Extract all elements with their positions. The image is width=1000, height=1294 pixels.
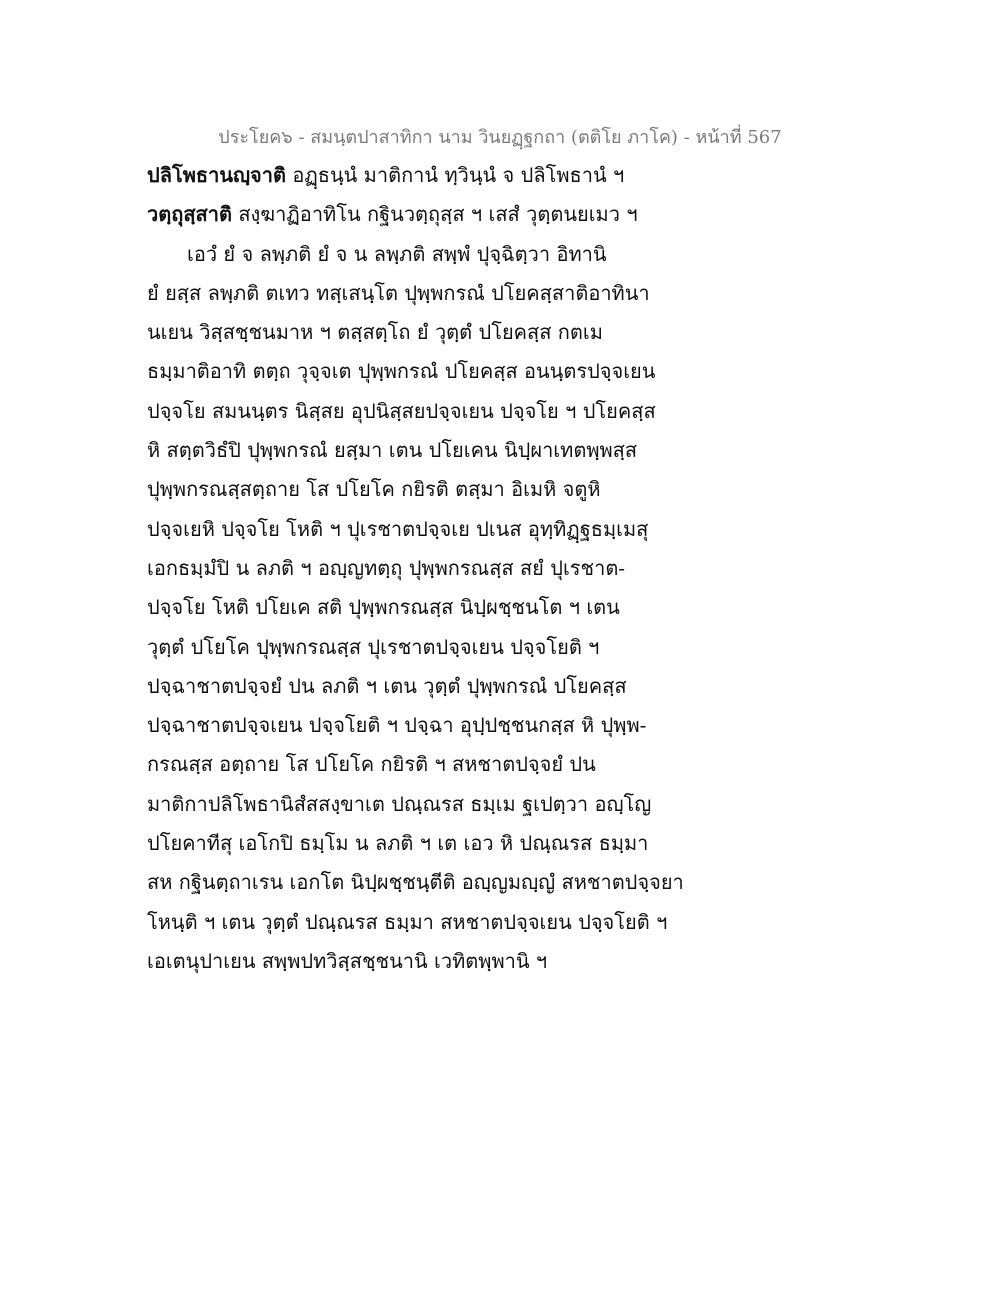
page-header: ประโยค๖ - สมนฺตปาสาทิกา นาม วินยฏฺฐกถา (ตติโย ภาโค) - หน้าที่ 567 (218, 127, 782, 148)
text-line: เอวํ ยํ จ ลพฺภติ ยํ จ น ลพฺภติ สพฺพํ ปุจฺฉิตฺวา อิทานิ (187, 241, 607, 266)
text-line: เอกธมฺมํปิ น ลภติ ฯ อญฺญทตฺถุ ปุพฺพกรณสฺส สยํ ปุเรชาต- (147, 555, 626, 580)
text-line: ปุพฺพกรณสฺสตฺถาย โส ปโยโค กยิรติ ตสฺมา อิเมหิ จตูหิ (147, 477, 601, 502)
text-line: ปโยคาทีสุ เอโกปิ ธมฺโม น ลภติ ฯ เต เอว หิ ปณฺณรส ธมฺมา (147, 831, 649, 856)
text-line: ปจฺฉาชาตปจฺจยํ ปน ลภติ ฯ เตน วุตฺตํ ปุพฺพกรณํ ปโยคสฺส (147, 673, 627, 698)
text-line: มาติกาปลิโพธานิสํสสงฺขาเต ปณฺณรส ธมฺเม ฐเปตฺวา อญฺโญ (147, 791, 652, 816)
headword: ปลิโพธานญฺจาติ (147, 163, 286, 187)
text-line: วุตฺตํ ปโยโค ปุพฺพกรณสฺส ปุเรชาตปจฺจเยน ปจฺจโยติ ฯ (147, 634, 600, 659)
body-text (147, 156, 707, 981)
text-line: ยํ ยสฺส ลพฺภติ ตเทว ทสฺเสนฺโต ปุพฺพกรณํ ปโยคสฺสาติอาทินา (147, 280, 650, 305)
text-line: ปจฺจโย โหติ ปโยเค สติ ปุพฺพกรณสฺส นิปฺผชฺชนโต ฯ เตน (147, 595, 620, 620)
text-line: ปจฺจโย สมนนฺตร นิสฺสย อุปนิสฺสยปจฺจเยน ปจฺจโย ฯ ปโยคสฺส (147, 398, 656, 423)
text-line: กรณสฺส อตฺถาย โส ปโยโค กยิรติ ฯ สหชาตปจฺจยํ ปน (147, 752, 596, 777)
text-line: หิ สตฺตวิธํปิ ปุพฺพกรณํ ยสฺมา เตน ปโยเคน นิปฺผาเทตพฺพสฺส (147, 438, 638, 463)
text-line: ปจฺฉาชาตปจฺจเยน ปจฺจโยติ ฯ ปจฺฉา อุปฺปชฺชนกสฺส หิ ปุพฺพ- (147, 713, 647, 738)
paragraph-text: อฏฺธนฺนํ มาติกานํ ทฺวินฺนํ จ ปลิโพธานํ ฯ (285, 163, 625, 187)
headword: วตฺถุสฺสาติ (147, 202, 232, 227)
text-line: ธมฺมาติอาทิ ตตฺถ วุจฺจเต ปุพฺพกรณํ ปโยคสฺส อนนฺตรปจฺจเยน (147, 359, 656, 384)
paragraph-vatthu (147, 195, 707, 234)
text-line: เอเตนุปาเยน สพฺพปทวิสฺสชฺชนานิ เวทิตพฺพานิ ฯ (147, 948, 548, 973)
text-line: ปจฺจเยหิ ปจฺจโย โหติ ฯ ปุเรชาตปจฺจเย ปเนส อุทฺทิฏฺฐธมฺเมสุ (147, 516, 649, 541)
paragraph-text: สงฺฆาฏิอาทิโน กฐินวตฺถุสฺส ฯ เสสํ วุตฺตนยเมว ฯ (231, 202, 638, 227)
text-line: สห กฐินตฺถาเรน เอกโต นิปฺผชฺชนฺตีติ อญฺญมญฺญํ สหชาตปจฺจยา (147, 870, 684, 895)
paragraph-palibodha (147, 156, 707, 195)
text-line: โหนฺติ ฯ เตน วุตฺตํ ปณฺณรส ธมฺมา สหชาตปจฺจเยน ปจฺจโยติ ฯ (147, 909, 668, 934)
text-line: นเยน วิสฺสชฺชนมาห ฯ ตสฺสตฺโถ ยํ วุตฺตํ ปโยคสฺส กตเม (147, 320, 603, 345)
